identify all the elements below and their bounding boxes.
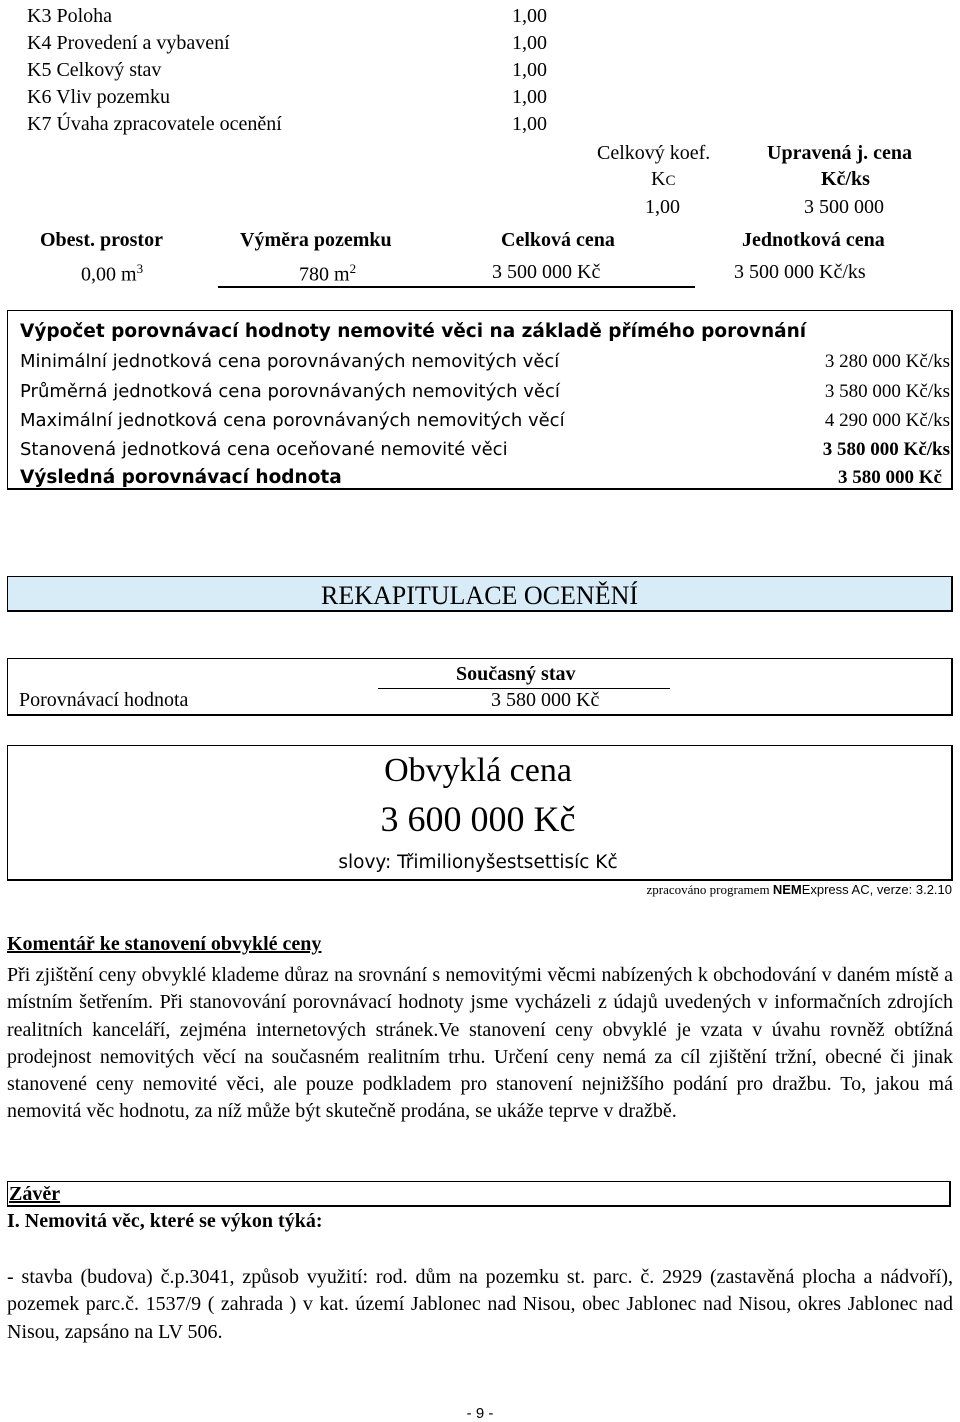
recap-row-label: Porovnávací hodnota xyxy=(19,689,189,711)
coefficient-row xyxy=(27,113,587,140)
comparison-result-value: 3 580 000 Kč xyxy=(838,467,942,488)
area-value: 780 $m^2$ xyxy=(299,261,357,286)
comment-heading: Komentář ke stanovení obvyklé ceny xyxy=(7,933,322,955)
conclusion-heading-box xyxy=(7,1181,951,1207)
coefficient-row xyxy=(27,5,587,32)
total-price-value: 3 500 000 Kč xyxy=(492,261,601,283)
coefficient-value: 1,00 xyxy=(512,59,547,81)
adjusted-price-unit: Kč/ks xyxy=(821,168,870,190)
recap-table xyxy=(7,658,953,716)
col-header-unit: Jednotková cena xyxy=(742,229,885,251)
coefficient-value: 1,00 xyxy=(512,5,547,27)
comparison-row xyxy=(20,410,950,438)
conclusion-heading: Závěr xyxy=(9,1183,61,1205)
comparison-row-label: Průměrná jednotková cena porovnávaných nemovitých věcí xyxy=(20,381,560,402)
unit-price-value: 3 500 000 Kč/ks xyxy=(734,261,866,283)
comparison-title: Výpočet porovnávací hodnoty nemovité věci na základě přímého porovnání xyxy=(20,321,807,342)
coefficient-row xyxy=(27,86,587,113)
recap-title: REKAPITULACE OCENĚNÍ xyxy=(7,576,953,612)
comment-text: Při zjištění ceny obvyklé klademe důraz na srovnání s nemovitými věcmi nabízených k obchodování v daném místě a místním šetřením. Při stanovování porovnávací hodnoty jsme vycházeli z údajů uvedených v informačních zdrojích realitních kanceláří, zejména internetových stránek.Ve stanovení ceny obvyklé je vzata v úvahu rovněž obtížná prodejnost nemovitých věcí na současném realitním trhu. Určení ceny nemá za cíl zjištění tržní, obecné či jinak stanovené ceny nemovité věci, ale pouze podkladem pro stanovení nejnižšího podání pro dražbu. To, jakou má nemovitá věc hodnotu, za níž může být skutečně prodána, se ukáže teprve v dražbě. xyxy=(7,964,953,1123)
conclusion-subheading: I. Nemovitá věc, které se výkon týká: xyxy=(7,1210,323,1232)
total-coef-label: Celkový koef. xyxy=(597,142,711,164)
total-coef-symbol: KC xyxy=(651,168,676,190)
usual-price-words: slovy: Třimilionyšestsettisíc Kč xyxy=(338,852,618,873)
usual-price-value: 3 600 000 Kč xyxy=(380,799,576,839)
coefficient-row xyxy=(27,32,587,59)
coefficient-value: 1,00 xyxy=(512,86,547,108)
recap-row-value: 3 580 000 Kč xyxy=(491,689,600,711)
comparison-result xyxy=(20,467,940,495)
adjusted-price-value: 3 500 000 xyxy=(804,196,884,218)
comparison-result-label: Výsledná porovnávací hodnota xyxy=(20,467,342,488)
comparison-row xyxy=(20,439,950,467)
col-header-total: Celková cena xyxy=(501,229,615,251)
coefficient-value: 1,00 xyxy=(512,32,547,54)
coefficient-value: 1,00 xyxy=(512,113,547,135)
adjusted-price-label: Upravená j. cena xyxy=(767,142,912,164)
comparison-row xyxy=(20,381,950,409)
col-header-space: Obest. prostor xyxy=(40,229,163,251)
coefficient-row xyxy=(27,59,587,86)
space-value: 0,00 $m^3$ xyxy=(81,261,144,286)
comparison-row-label: Minimální jednotková cena porovnávaných nemovitých věcí xyxy=(20,351,560,372)
comparison-row-label: Maximální jednotková cena porovnávaných nemovitých věcí xyxy=(20,410,565,431)
conclusion-text: - stavba (budova) č.p.3041, způsob využití: rod. dům na pozemku st. parc. č. 2929 (zastavěná plocha a nádvoří), pozemek parc.č. 1537/9 ( zahrada ) v kat. území Jablonec nad Nisou, obec Jablonec nad Nisou, okres Jablonec nad Nisou, zapsáno na LV 506. xyxy=(7,1266,953,1343)
comparison-row-value: 3 580 000 Kč/ks xyxy=(822,439,950,460)
page-number: - 9 - xyxy=(466,1405,494,1422)
total-coef-value: 1,00 xyxy=(645,196,680,218)
coefficient-label: K3 Poloha xyxy=(27,5,112,27)
software-note: zpracováno programem NEMExpress AC, verze: 3.2.10 xyxy=(646,882,952,897)
recap-column-header: Současný stav xyxy=(456,663,576,685)
table-underline xyxy=(218,286,695,288)
col-header-area: Výměra pozemku xyxy=(240,229,392,251)
comparison-row-value: 3 580 000 Kč/ks xyxy=(824,381,950,402)
coefficient-label: K7 Úvaha zpracovatele ocenění xyxy=(27,113,282,135)
comparison-row xyxy=(20,351,950,379)
coefficient-label: K5 Celkový stav xyxy=(27,59,162,81)
comparison-row-label: Stanovená jednotková cena oceňované nemovité věci xyxy=(20,439,508,460)
comparison-row-value: 3 280 000 Kč/ks xyxy=(824,351,950,372)
coefficient-label: K6 Vliv pozemku xyxy=(27,86,170,108)
comparison-section xyxy=(7,310,953,490)
coefficient-label: K4 Provedení a vybavení xyxy=(27,32,230,54)
usual-price-box xyxy=(7,745,953,881)
usual-price-title: Obvyklá cena xyxy=(384,752,572,789)
comparison-row-value: 4 290 000 Kč/ks xyxy=(824,410,950,431)
